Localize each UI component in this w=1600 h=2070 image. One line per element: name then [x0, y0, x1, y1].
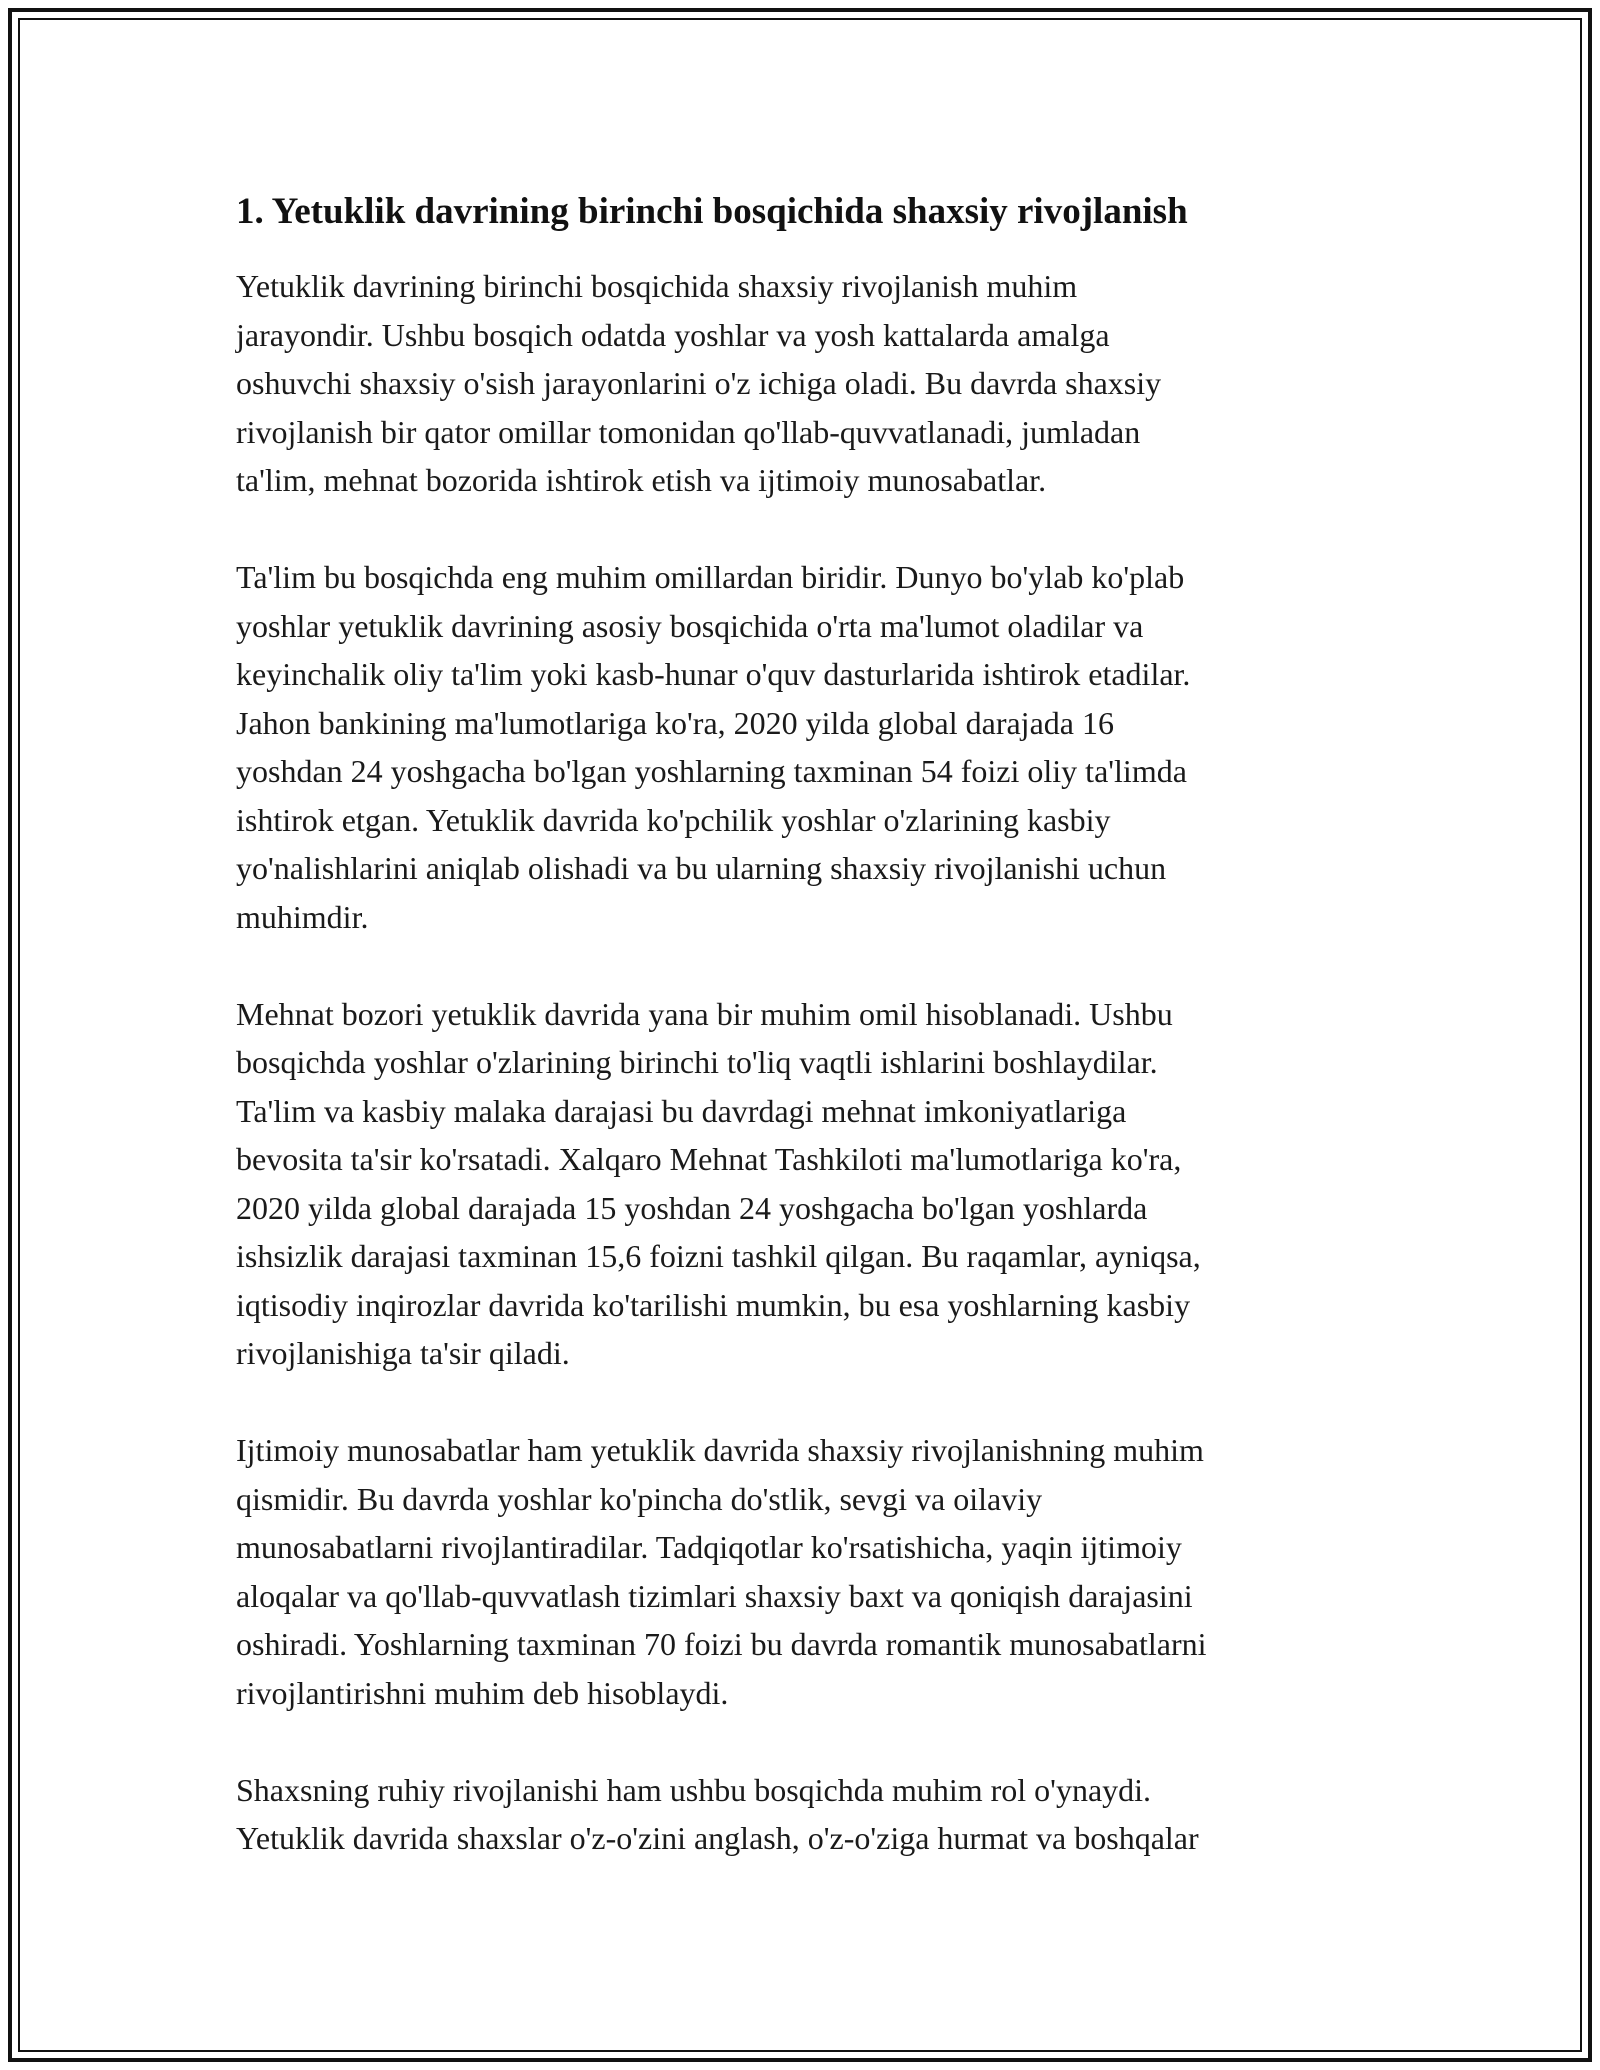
- text-line: rivojlanishiga ta'sir qiladi.: [236, 1335, 570, 1371]
- text-line: ishtirok etgan. Yetuklik davrida ko'pchilik yoshlar o'zlarining kasbiy: [236, 801, 1111, 838]
- text-line: Mehnat bozori yetuklik davrida yana bir muhim omil hisoblanadi. Ushbu: [236, 995, 1173, 1032]
- text-line: yoshdan 24 yoshgacha bo'lgan yoshlarning taxminan 54 foizi oliy ta'limda: [236, 753, 1187, 789]
- text-line: rivojlanish bir qator omillar tomonidan qo'llab-quvvatlanadi, jumladan: [236, 413, 1141, 450]
- text-line: oshuvchi shaxsiy o'sish jarayonlarini o'z ichiga oladi. Bu davrda shaxsiy: [236, 365, 1162, 401]
- text-line: muhimdir.: [236, 898, 369, 935]
- text-line: bosqichda yoshlar o'zlarining birinchi to'liq vaqtli ishlarini boshlaydilar.: [236, 1044, 1158, 1080]
- paragraph-labor-market: [236, 990, 1376, 1378]
- section-heading: 1. Yetuklik davrining birinchi bosqichida shaxsiy rivojlanish: [236, 191, 1188, 232]
- text-line: Yetuklik davrida shaxslar o'z-o'zini anglash, o'z-o'ziga hurmat va boshqalar: [236, 1820, 1199, 1856]
- paragraph-social-relations: [236, 1426, 1376, 1717]
- text-line: iqtisodiy inqirozlar davrida ko'tarilishi mumkin, bu esa yoshlarning kasbiy: [236, 1286, 1191, 1323]
- paragraph-mental-development: [236, 1766, 1376, 1863]
- document-body: [236, 186, 1376, 1911]
- text-line: Ijtimoiy munosabatlar ham yetuklik davrida shaxsiy rivojlanishning muhim: [236, 1432, 1204, 1468]
- text-line: ishsizlik darajasi taxminan 15,6 foizni tashkil qilgan. Bu raqamlar, ayniqsa,: [236, 1238, 1201, 1274]
- text-line: keyinchalik oliy ta'lim yoki kasb-hunar o'quv dasturlarida ishtirok etadilar.: [236, 656, 1191, 692]
- text-line: munosabatlarni rivojlantiradilar. Tadqiqotlar ko'rsatishicha, yaqin ijtimoiy: [236, 1529, 1182, 1565]
- paragraph-education: [236, 553, 1376, 941]
- text-line: Jahon bankining ma'lumotlariga ko'ra, 2020 yilda global darajada 16: [236, 704, 1114, 741]
- text-line: Ta'lim va kasbiy malaka darajasi bu davrdagi mehnat imkoniyatlariga: [236, 1092, 1127, 1129]
- text-line: 2020 yilda global darajada 15 yoshdan 24 yoshgacha bo'lgan yoshlarda: [236, 1189, 1148, 1226]
- text-line: Ta'lim bu bosqichda eng muhim omillardan biridir. Dunyo bo'ylab ko'plab: [236, 559, 1185, 595]
- text-line: bevosita ta'sir ko'rsatadi. Xalqaro Mehnat Tashkiloti ma'lumotlariga ko'ra,: [236, 1141, 1182, 1177]
- text-line: aloqalar va qo'llab-quvvatlash tizimlari shaxsiy baxt va qoniqish darajasini: [236, 1577, 1193, 1614]
- text-line: oshiradi. Yoshlarning taxminan 70 foizi bu davrda romantik munosabatlarni: [236, 1626, 1207, 1662]
- text-line: Shaxsning ruhiy rivojlanishi ham ushbu bosqichda muhim rol o'ynaydi.: [236, 1771, 1152, 1808]
- text-line: jarayondir. Ushbu bosqich odatda yoshlar va yosh kattalarda amalga: [236, 316, 1110, 353]
- text-line: yo'nalishlarini aniqlab olishadi va bu ularning shaxsiy rivojlanishi uchun: [236, 850, 1167, 886]
- text-line: ta'lim, mehnat bozorida ishtirok etish va ijtimoiy munosabatlar.: [236, 462, 1047, 498]
- text-line: qismidir. Bu davrda yoshlar ko'pincha do'stlik, sevgi va oilaviy: [236, 1480, 1043, 1517]
- text-line: yoshlar yetuklik davrining asosiy bosqichida o'rta ma'lumot oladilar va: [236, 607, 1144, 644]
- text-line: rivojlantirishni muhim deb hisoblaydi.: [236, 1674, 729, 1711]
- text-line: Yetuklik davrining birinchi bosqichida shaxsiy rivojlanish muhim: [236, 268, 1078, 304]
- paragraph-intro: [236, 262, 1376, 505]
